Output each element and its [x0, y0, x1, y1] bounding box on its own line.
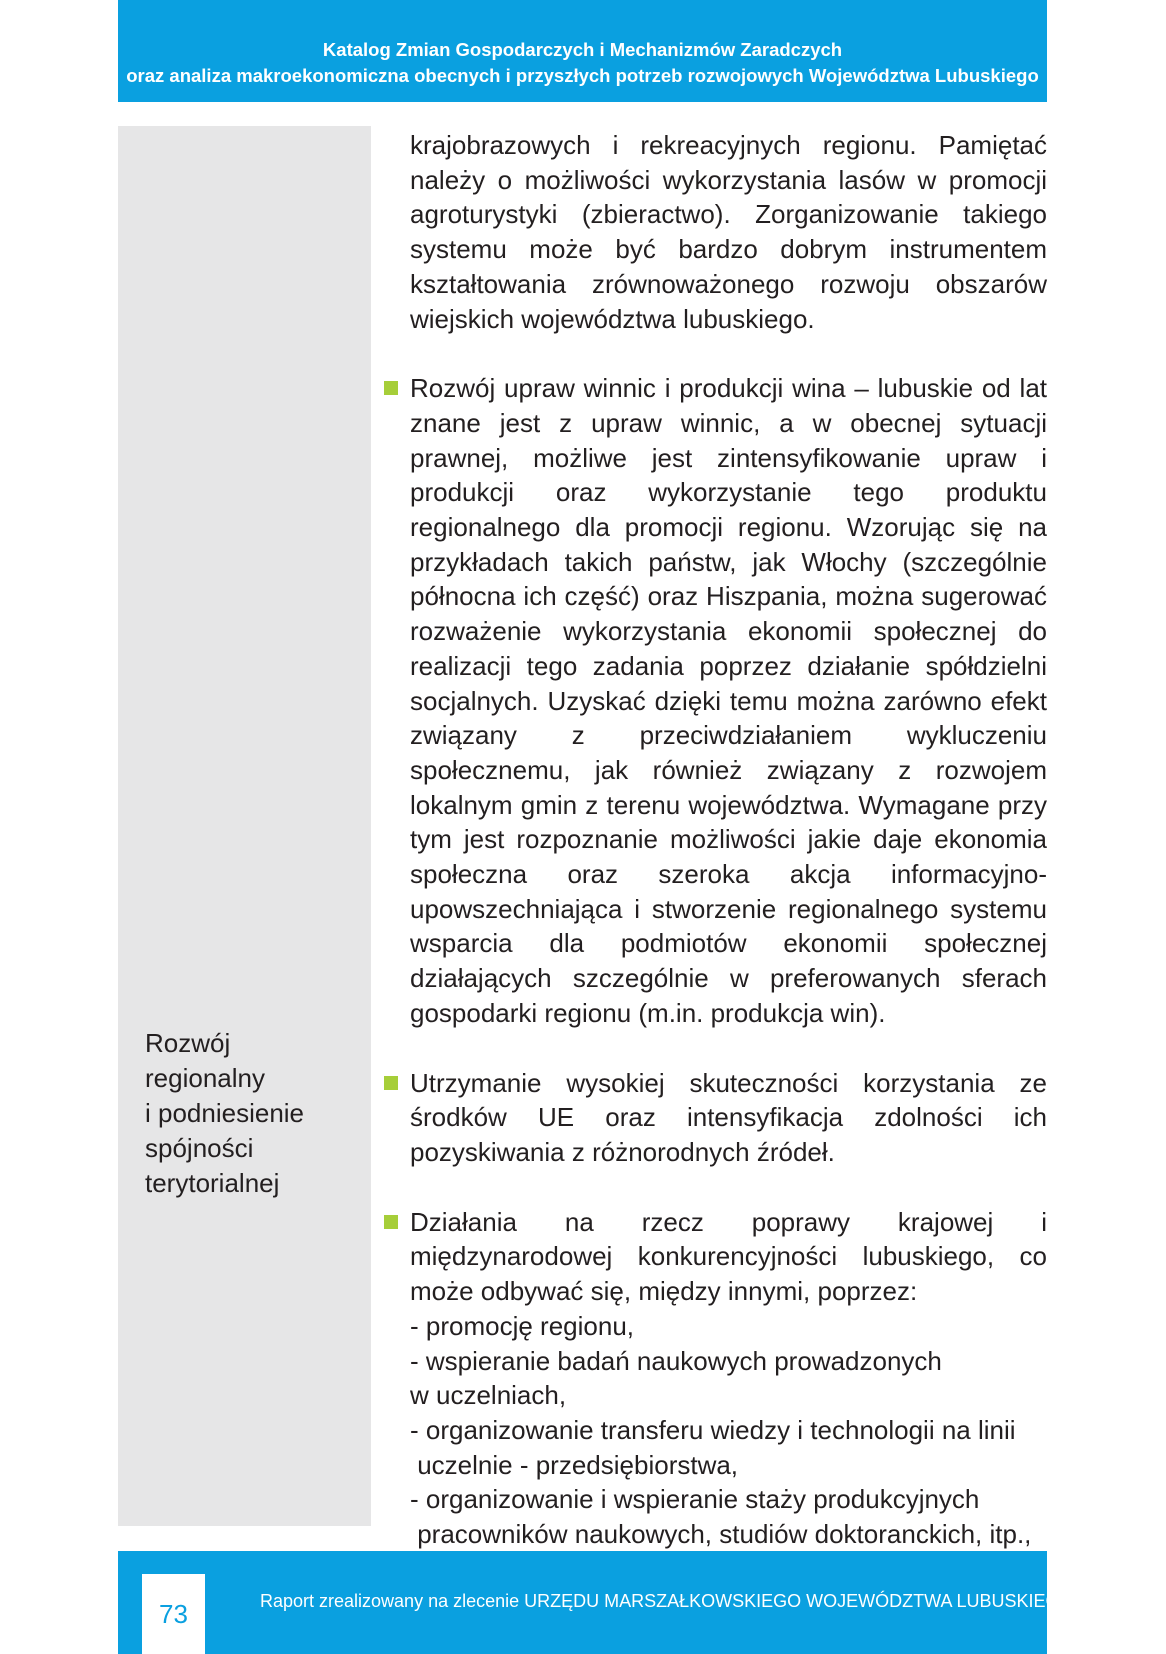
bullet-text: Działania na rzecz poprawy krajowej i międzynarodowej konkurencyjności lubuskiego, co może odbywać się, między innymi, poprzez: — [410, 1206, 1047, 1307]
sub-list-line: - wspieranie badań naukowych prowadzonych — [410, 1345, 942, 1376]
header-title-line2: oraz analiza makroekonomiczna obecnych i przyszłych potrzeb rozwojowych Województwa Lubuskiego — [126, 65, 1039, 86]
square-bullet-icon — [384, 1215, 398, 1229]
sub-list-line: uczelnie - przedsiębiorstwa, — [410, 1449, 739, 1480]
intro-paragraph: krajobrazowych i rekreacyjnych regionu. Pamiętać należy o możliwości wykorzystania lasów w promocji agroturystyki (zbieractwo). Zorganizowanie takiego systemu może być bardzo dobrym instrumentem kształtowania zrównoważonego rozwoju obszarów wiejskich województwa lubuskiego. — [410, 130, 1047, 334]
sub-list — [410, 1309, 1047, 1552]
sidebar-label-line: Rozwój — [145, 1028, 231, 1058]
list-item — [410, 371, 1047, 1030]
sidebar-category-label — [145, 1026, 355, 1201]
sidebar-panel — [118, 126, 371, 1526]
header-title-line1: Katalog Zmian Gospodarczych i Mechanizmów Zaradczych — [322, 39, 843, 60]
sidebar-label-line: terytorialnej — [145, 1168, 280, 1198]
main-content — [410, 128, 1047, 1552]
footer-text: Raport zrealizowany na zlecenie URZĘDU MARSZAŁKOWSKIEGO WOJEWÓDZTWA LUBUSKIEGO — [260, 1591, 1074, 1611]
bullet-text: Utrzymanie wysokiej skuteczności korzystania ze środków UE oraz intensyfikacja zdolności ich pozyskiwania z różnorodnych źródeł. — [410, 1067, 1047, 1167]
page-header — [118, 0, 1047, 102]
bullet-text: Rozwój upraw winnic i produkcji wina – lubuskie od lat znane jest z upraw winnic, a w obecnej sytuacji prawnej, możliwe jest zintensyfikowanie upraw i produkcji oraz wykorzystanie tego produktu regionalnego dla promocji regionu. Wzorując się na przykładach takich państw, jak Włochy (szczególnie północna ich część) oraz Hiszpania, można sugerować rozważenie wykorzystania ekonomii społecznej do realizacji tego zadania poprzez działanie spółdzielni socjalnych. Uzyskać dzięki temu można zarówno efekt związany z przeciwdziałaniem wykluczeniu społecznemu, jak również związany z rozwojem lokalnym gmin z terenu województwa. Wymagane przy tym jest rozpoznanie możliwości jakie daje ekonomia społeczna oraz szeroka akcja informacyjno-upowszechniająca i stworzenie regionalnego systemu wsparcia dla podmiotów ekonomii społecznej działających szczególnie w preferowanych sferach gospodarki regionu (m.in. produkcja win). — [410, 373, 1047, 1028]
square-bullet-icon — [384, 381, 398, 395]
sub-list-line: - promocję regionu, — [410, 1310, 634, 1341]
list-item — [410, 1205, 1047, 1552]
square-bullet-icon — [384, 1076, 398, 1090]
sidebar-label-line: regionalny — [145, 1063, 265, 1093]
sub-list-line: w uczelniach, — [410, 1380, 567, 1411]
sub-list-line: pracowników naukowych, studiów doktoranckich, itp., — [410, 1519, 1032, 1550]
page-number: 73 — [142, 1574, 205, 1654]
sidebar-label-line: i podniesienie — [145, 1098, 305, 1128]
list-item — [410, 1066, 1047, 1170]
sidebar-label-line: spójności — [145, 1133, 254, 1163]
sub-list-line: - organizowanie transferu wiedzy i technologii na linii — [410, 1414, 1016, 1445]
sub-list-line: - organizowanie i wspieranie staży produkcyjnych — [410, 1484, 980, 1515]
